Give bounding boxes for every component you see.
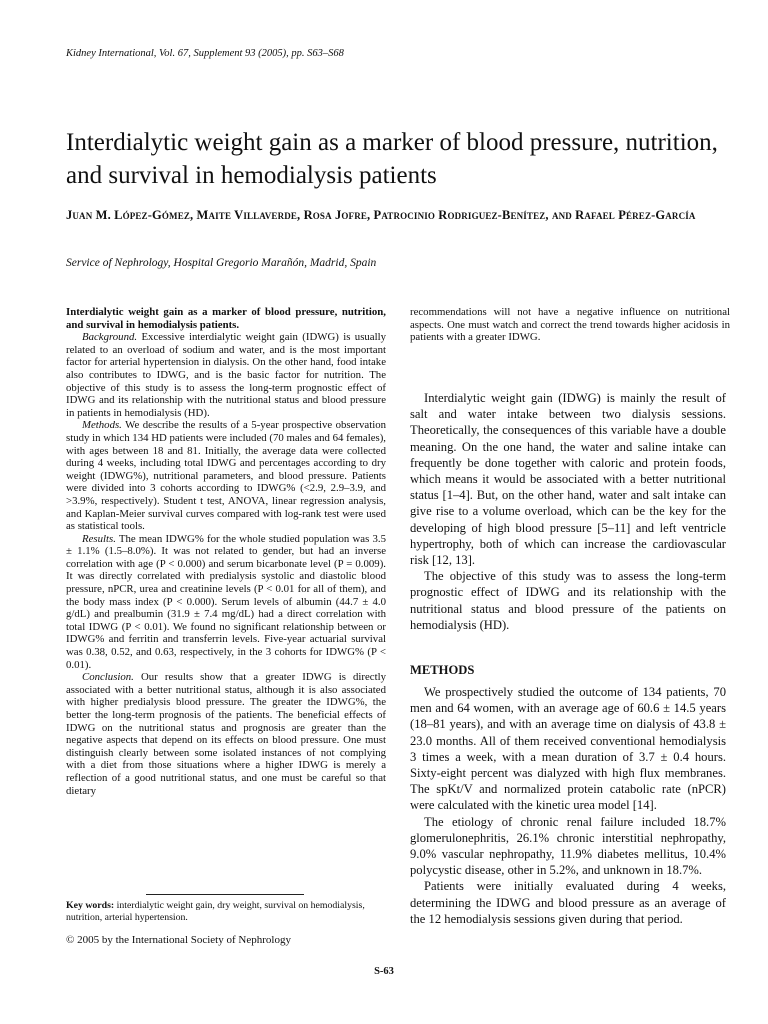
abstract-title: Interdialytic weight gain as a marker of blood pressure, nutrition, and survival in hemodialysis patients. bbox=[66, 306, 386, 331]
conclusion-text: Our results show that a greater IDWG is directly associated with a better nutritional status, although it is also associated with higher predialysis blood pressure. The greater the IDWG%, the better the long-term prognosis of the patients. The beneficial effects of IDWG on the nutritional status and prognosis are greater than the negative aspects that depend on its effects on blood pressure. One must distinguish clearly between some isolated instances of not complying with a diet from those situations where a higher IDWG is merely a reflection of a good nutritional status, and one must be careful so that dietary bbox=[66, 671, 386, 797]
keywords bbox=[66, 900, 386, 923]
author-list: Juan M. López-Gómez, Maite Villaverde, Rosa Jofre, Patrocinio Rodriguez-Benítez, and Rafael Pérez-García bbox=[66, 208, 696, 222]
intro-paragraph-1: Interdialytic weight gain (IDWG) is mainly the result of salt and water intake between two dialysis sessions. Theoretically, the consequences of this variable have a double meaning. On the one hand, the water and saline intake can frequently be done together with caloric and protein foods, which means it would be associated with a better nutritional status [1–4]. But, on the other hand, water and salt intake can give rise to a volume overload, which can be the key for the developing of high blood pressure [5–11] and left ventricle hypertrophy, both of which can increase the cardiovascular risk [12, 13]. bbox=[410, 391, 726, 568]
keywords-text: interdialytic weight gain, dry weight, survival on hemodialysis, nutrition, arterial hypertension. bbox=[66, 900, 365, 923]
journal-citation: Kidney International, Vol. 67, Supplement 93 (2005), pp. S63–S68 bbox=[66, 48, 344, 59]
methods-text: We describe the results of a 5-year prospective observation study in which 134 HD patients were included (70 males and 64 females), with ages between 18 and 81. Initially, the average data were collected during 4 weeks, including total IDWG and percentages according to dry weight (IDWG%), nutritional parameters, and blood pressure. Patients were divided into 3 cohorts according to IDWG% (<2.9, 2.9–3.9, and >3.9%, respectively). Student t test, ANOVA, linear regression analysis, and Kaplan-Meier survival curves compared with log-rank test were used as statistical tools. bbox=[66, 419, 386, 533]
abstract-results bbox=[66, 533, 386, 672]
methods-heading: METHODS bbox=[410, 663, 475, 677]
article-title: Interdialytic weight gain as a marker of blood pressure, nutrition, and survival in hemodialysis patients bbox=[66, 129, 718, 189]
methods-label: Methods. bbox=[82, 419, 122, 432]
conclusion-label: Conclusion. bbox=[82, 671, 134, 684]
results-text: The mean IDWG% for the whole studied population was 3.5 ± 1.1% (1.5–8.0%). It was not related to gender, but had an inverse correlation with age (P < 0.000) and serum bicarbonate level (P = 0.009). It was directly correlated with predialysis systolic and diastolic blood pressure, nPCR, urea and creatinine levels (P < 0.01 for all of them), and the body mass index (P < 0.000). Serum levels of albumin (44.7 ± 4.0 g/dL) and prealbumin (31.9 ± 7.4 mg/dL) had a direct correlation with total IDWG (P < 0.01). We found no significant relationship between or IDWG% and ferritin and transferrin levels. Five-year actuarial survival was 0.38, 0.52, and 0.63, respectively, in the 3 cohorts for IDWG% (P < 0.01). bbox=[66, 532, 386, 671]
intro-paragraph-2: The objective of this study was to assess the long-term prognostic effect of IDWG and its relationship with the nutritional status and blood pressure of the patients on hemodialysis (HD). bbox=[410, 569, 726, 632]
methods-paragraph-2: The etiology of chronic renal failure included 18.7% glomerulonephritis, 26.1% chronic interstitial nephropathy, 9.0% vascular nephropathy, 11.9% diabetes mellitus, 10.4% polycystic disease, other in 5.2%, and unknown in 18.7%. bbox=[410, 814, 726, 878]
methods-section bbox=[410, 684, 726, 927]
background-text: Excessive interdialytic weight gain (IDWG) is usually related to an overload of sodium and water, and is the most important factor for arterial hypertension in dialysis. On the other hand, food intake also contributes to IDWG, and is the basic factor for nutrition. The objective of this study is to assess the long-term prognostic effect of IDWG and its relationship with the nutritional status and blood pressure in patients in hemodialysis (HD). bbox=[66, 331, 386, 419]
affiliation: Service of Nephrology, Hospital Gregorio Marañón, Madrid, Spain bbox=[66, 257, 377, 269]
abstract-methods bbox=[66, 419, 386, 532]
abstract bbox=[66, 306, 386, 797]
copyright-notice: © 2005 by the International Society of Nephrology bbox=[66, 934, 291, 946]
background-label: Background. bbox=[82, 331, 138, 344]
abstract-continuation: recommendations will not have a negative influence on nutritional aspects. One must watch and correct the trend towards higher acidosis in patients with a greater IDWG. bbox=[410, 306, 730, 344]
keywords-label: Key words: bbox=[66, 900, 115, 911]
results-label: Results. bbox=[82, 532, 116, 545]
page-number: S-63 bbox=[374, 966, 394, 977]
abstract-conclusion bbox=[66, 671, 386, 797]
methods-paragraph-1: We prospectively studied the outcome of 134 patients, 70 men and 64 women, with an average age of 60.6 ± 14.5 years (18–81 years), and with an average time on dialysis of 43.8 ± 23.0 months. All of them received conventional hemodialysis 3 times a week, with a mean duration of 3.7 ± 0.4 hours. Sixty-eight percent was dialyzed with high flux membranes. The spKt/V and normalized protein catabolic rate (nPCR) were calculated with the kinetic urea model [14]. bbox=[410, 685, 726, 813]
introduction bbox=[410, 390, 726, 633]
footnote-divider bbox=[146, 894, 304, 895]
methods-paragraph-3: Patients were initially evaluated during 4 weeks, determining the IDWG and blood pressure as an average of the 12 hemodialysis sessions given during that period. bbox=[410, 879, 726, 926]
abstract-background bbox=[66, 331, 386, 419]
